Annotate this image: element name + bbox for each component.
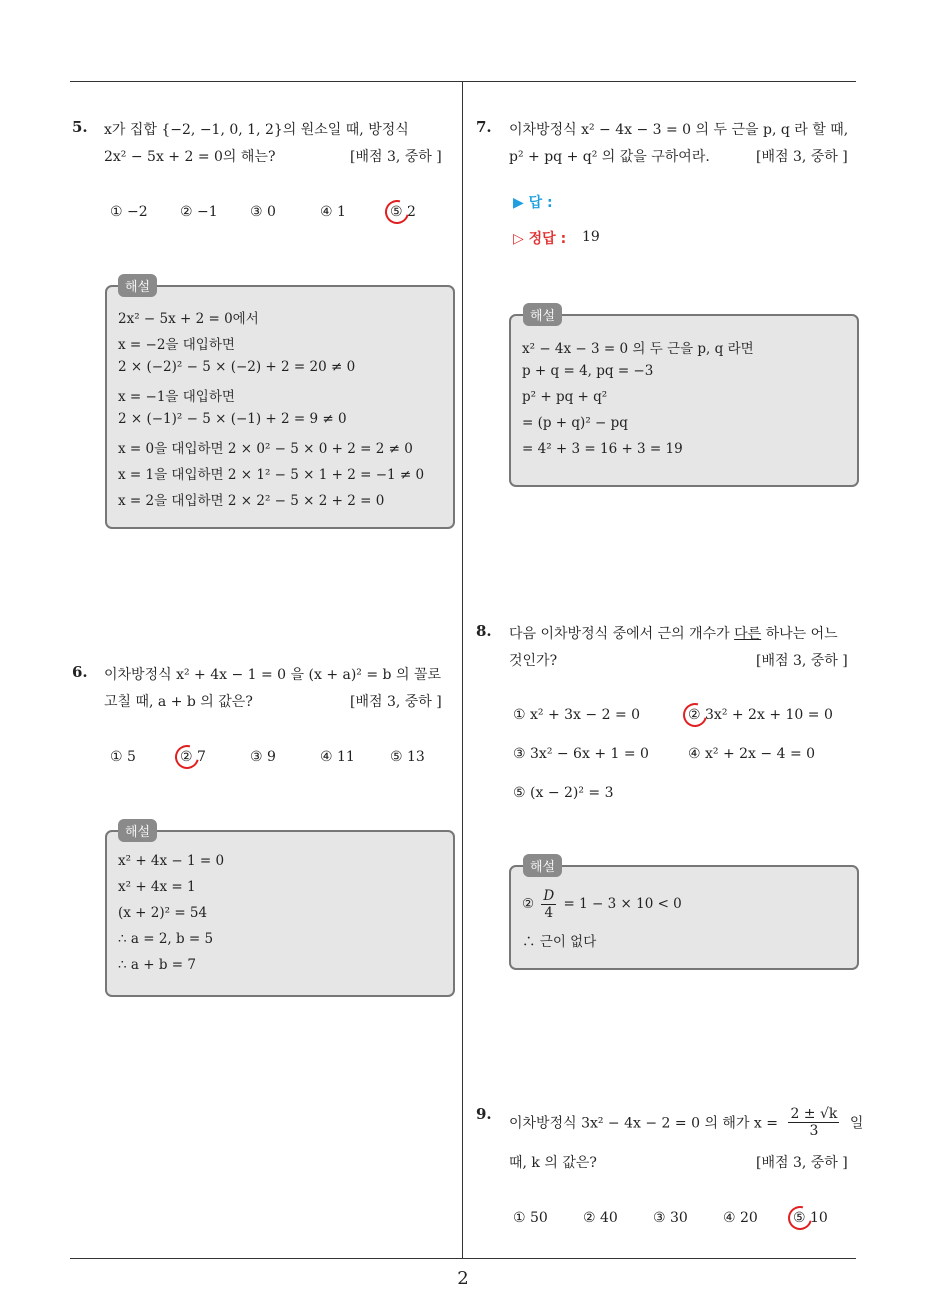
question-meta: [배점 3, 중하 ] [350, 694, 442, 710]
solution-line: x² + 4x − 1 = 0 [118, 853, 225, 869]
question-number: 8. [476, 622, 492, 640]
solution-line: p + q = 4, pq = −3 [522, 363, 654, 379]
fraction-numerator: D [543, 888, 555, 904]
solution-line: x = −1을 대입하면 [118, 389, 235, 405]
choice-marker: ③ [250, 204, 263, 220]
solution-line: 2 × (−1)² − 5 × (−1) + 2 = 9 ≠ 0 [118, 411, 347, 427]
choice-2[interactable] [688, 707, 833, 723]
correct-answer-value: 19 [582, 229, 600, 245]
solution-line: ∴ a = 2, b = 5 [118, 931, 214, 947]
question-text: 것인가? [509, 653, 558, 669]
choice-text: 0 [267, 204, 276, 220]
answer-mark-circle [381, 196, 414, 229]
choice-text: 2 [407, 204, 416, 220]
choice-marker: ⑤ [793, 1210, 806, 1226]
choice-text: x² + 3x − 2 = 0 [530, 707, 641, 723]
fraction [788, 1106, 839, 1139]
solution-line: 2x² − 5x + 2 = 0에서 [118, 311, 259, 327]
page-number: 2 [457, 1268, 469, 1289]
question-text: 2x² − 5x + 2 = 0의 해는? [104, 149, 276, 165]
choice-4[interactable] [688, 746, 815, 762]
solution-line: = 4² + 3 = 16 + 3 = 19 [522, 441, 683, 457]
solution-line: x = −2을 대입하면 [118, 337, 235, 353]
choice-1[interactable] [110, 749, 136, 765]
choice-marker: ④ [688, 746, 701, 762]
fraction-denominator: 3 [809, 1123, 819, 1139]
answer-input-area[interactable] [580, 188, 840, 210]
choice-4[interactable] [320, 204, 346, 220]
solution-label: 해설 [523, 854, 562, 877]
choice-marker: ③ [250, 749, 263, 765]
choice-3[interactable] [513, 746, 649, 762]
choice-marker: ② [583, 1210, 596, 1226]
question-meta: [배점 3, 중하 ] [350, 149, 442, 165]
choice-1[interactable] [513, 1210, 548, 1226]
bottom-rule [70, 1258, 856, 1259]
choice-4[interactable] [723, 1210, 758, 1226]
choice-marker: ② [180, 204, 193, 220]
choice-3[interactable] [653, 1210, 688, 1226]
solution-marker: ② [522, 896, 535, 912]
choice-3[interactable] [250, 204, 276, 220]
choice-marker: ② [180, 749, 193, 765]
question-text [509, 623, 838, 643]
choice-text: 20 [740, 1210, 758, 1226]
choice-text: 10 [810, 1210, 828, 1226]
choice-marker: ⑤ [513, 785, 526, 801]
question-number: 5. [72, 118, 88, 136]
choice-marker: ④ [320, 204, 333, 220]
choice-3[interactable] [250, 749, 276, 765]
choice-text: 5 [127, 749, 136, 765]
choice-marker: ③ [653, 1210, 666, 1226]
question-text: 때, k 의 값은? [509, 1155, 597, 1171]
solution-line: ∴ a + b = 7 [118, 957, 196, 973]
question-text-part: 일 [849, 1115, 864, 1132]
solution-label: 해설 [523, 303, 562, 326]
answer-mark-circle [784, 1202, 817, 1235]
question-text [509, 1106, 863, 1139]
choice-marker: ① [513, 1210, 526, 1226]
choice-text: 50 [530, 1210, 548, 1226]
choice-marker: ① [110, 204, 123, 220]
solution-line: x = 0을 대입하면 2 × 0² − 5 × 0 + 2 = 2 ≠ 0 [118, 441, 413, 457]
solution-line: x = 1을 대입하면 2 × 1² − 5 × 1 + 2 = −1 ≠ 0 [118, 467, 425, 483]
choice-text: 9 [267, 749, 276, 765]
solution-line: p² + pq + q² [522, 389, 608, 405]
choice-marker: ② [688, 707, 701, 723]
answer-mark-circle [679, 699, 712, 732]
solution-label: 해설 [118, 819, 157, 842]
choice-1[interactable] [513, 707, 640, 723]
answer-mark-circle [171, 741, 204, 774]
choice-marker: ① [110, 749, 123, 765]
choice-text: 1 [337, 204, 346, 220]
question-text: p² + pq + q² 의 값을 구하여라. [509, 149, 710, 165]
choice-text: −2 [127, 204, 148, 220]
choice-marker: ④ [723, 1210, 736, 1226]
solution-text: = 1 − 3 × 10 < 0 [563, 896, 682, 912]
fraction [541, 888, 556, 921]
solution-line: (x + 2)² = 54 [118, 905, 208, 921]
choice-text: 13 [407, 749, 425, 765]
solution-line [522, 888, 682, 921]
choice-text: 11 [337, 749, 355, 765]
choice-1[interactable] [110, 204, 148, 220]
choice-marker: ③ [513, 746, 526, 762]
question-text: 이차방정식 x² − 4x − 3 = 0 의 두 근을 p, q 라 할 때, [509, 122, 849, 138]
answer-label: ▶ 답 : [513, 195, 553, 211]
top-rule [70, 81, 856, 82]
choice-text: 7 [197, 749, 206, 765]
question-text-part: 이차방정식 3x² − 4x − 2 = 0 의 해가 x = [509, 1115, 778, 1132]
question-number: 9. [476, 1105, 492, 1123]
choice-text: 30 [670, 1210, 688, 1226]
choice-2[interactable] [583, 1210, 618, 1226]
correct-answer-label: ▷ 정답 : [513, 231, 567, 247]
choice-text: 3x² + 2x + 10 = 0 [705, 707, 833, 723]
choice-marker: ④ [320, 749, 333, 765]
solution-line: x = 2을 대입하면 2 × 2² − 5 × 2 + 2 = 0 [118, 493, 385, 509]
choice-marker: ① [513, 707, 526, 723]
question-meta: [배점 3, 중하 ] [756, 149, 848, 165]
question-meta: [배점 3, 중하 ] [756, 653, 848, 669]
solution-line: x² − 4x − 3 = 0 의 두 근을 p, q 라면 [522, 341, 754, 357]
choice-text: x² + 2x − 4 = 0 [705, 746, 816, 762]
question-text: 고칠 때, a + b 의 값은? [104, 694, 253, 710]
choice-text: 3x² − 6x + 1 = 0 [530, 746, 649, 762]
choice-5[interactable] [513, 785, 614, 801]
choice-4[interactable] [320, 749, 355, 765]
fraction-numerator: 2 ± √k [790, 1106, 838, 1122]
choice-marker: ⑤ [390, 749, 403, 765]
question-text-part: 하나는 어느 [761, 626, 838, 642]
question-text-part: 다음 이차방정식 중에서 근의 개수가 [509, 626, 735, 642]
solution-label: 해설 [118, 274, 157, 297]
question-text: 이차방정식 x² + 4x − 1 = 0 을 (x + a)² = b 의 꼴로 [104, 667, 441, 683]
solution-line: x² + 4x = 1 [118, 879, 196, 895]
choice-2[interactable] [180, 204, 218, 220]
question-number: 6. [72, 663, 88, 681]
underlined-word: 다른 [734, 626, 762, 642]
choice-marker: ⑤ [390, 204, 403, 220]
choice-text: −1 [197, 204, 218, 220]
fraction-denominator: 4 [544, 905, 554, 921]
solution-line: = (p + q)² − pq [522, 415, 628, 431]
choice-text: (x − 2)² = 3 [530, 785, 614, 801]
question-meta: [배점 3, 중하 ] [756, 1155, 848, 1171]
question-text: x가 집합 {−2, −1, 0, 1, 2}의 원소일 때, 방정식 [104, 122, 409, 138]
column-divider [462, 81, 463, 1259]
choice-text: 40 [600, 1210, 618, 1226]
choice-5[interactable] [390, 749, 425, 765]
question-number: 7. [476, 118, 492, 136]
solution-line: 2 × (−2)² − 5 × (−2) + 2 = 20 ≠ 0 [118, 359, 356, 375]
solution-line: ∴ 근이 없다 [522, 934, 597, 950]
